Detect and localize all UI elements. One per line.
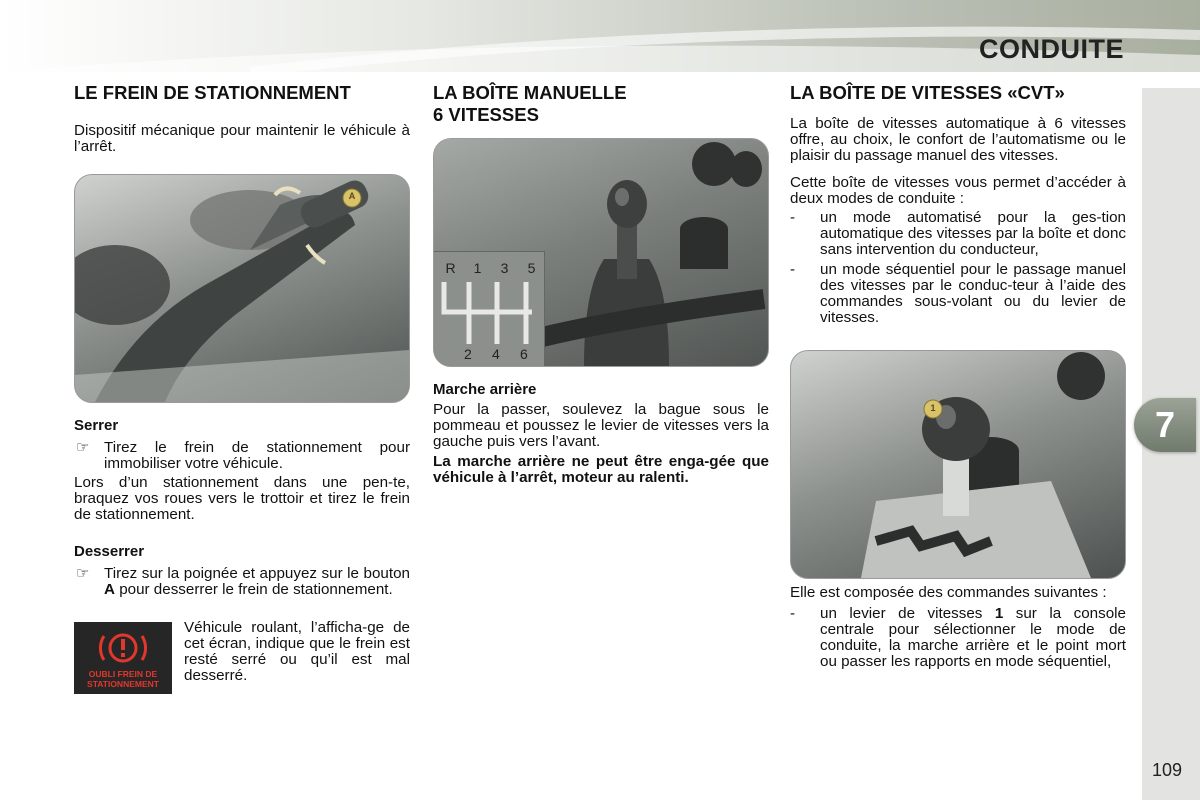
warning-screen-line1: OUBLI FREIN DE [88, 669, 158, 679]
parking-brake-photo [74, 174, 410, 403]
pointing-hand-icon: ☞ [76, 439, 90, 456]
chapter-tab[interactable]: 7 [1134, 398, 1196, 452]
manual-gearbox-title-line2: 6 VITESSES [433, 104, 539, 125]
section-title: CONDUITE [979, 34, 1124, 64]
brake-warning-icon [74, 626, 172, 670]
tighten-heading: Serrer [74, 417, 119, 434]
cvt-command-item: - un levier de vitesses 1 sur la console centrale pour sélectionner le mode de conduite, la marche arrière et le point mort ou passer les rapports en mode séquentiel, [790, 605, 1126, 670]
cvt-commands-intro: Elle est composée des commandes suivantes : [790, 584, 1107, 601]
cvt-modes-intro: Cette boîte de vitesses vous permet d’accéder à deux modes de conduite : [790, 174, 1126, 207]
warning-text: Véhicule roulant, l’afficha-ge de cet écran, indique que le frein est resté serré ou qu’il est mal desserré. [184, 619, 410, 684]
parking-brake-illustration [75, 175, 409, 402]
photo-label-1: 1 [930, 403, 936, 413]
gear-label: 2 [464, 346, 472, 362]
gear-label: 6 [520, 346, 528, 362]
cvt-gearbox-column [790, 82, 1126, 670]
header-band [0, 0, 1200, 80]
cvt-mode-item: - un mode automatisé pour la ges-tion automatique des vitesses par la boîte et donc sans intervention du conducteur, [790, 209, 1126, 258]
gear-label: R [445, 260, 456, 276]
release-item-bold: A [104, 581, 115, 598]
release-item [74, 566, 410, 598]
page-number: 109 [1152, 760, 1183, 780]
reverse-text: Pour la passer, soulevez la bague sous le pommeau et poussez le levier de vitesses vers la gauche puis vers l’avant. [433, 401, 769, 450]
release-item-after: pour desserrer le frein de stationnement. [114, 581, 393, 598]
parking-brake-column [74, 82, 410, 696]
release-heading: Desserrer [74, 543, 145, 560]
tighten-note: Lors d’un stationnement dans une pen-te, braquez vos roues vers le trottoir et tirez le frein de stationnement. [74, 474, 410, 523]
cvt-photo [790, 350, 1126, 579]
manual-gearbox-column [433, 82, 769, 486]
cvt-intro: La boîte de vitesses automatique à 6 vitesses offre, au choix, le confort de l’automatisme ou le plaisir du passage manuel des vitesses. [790, 115, 1126, 164]
gear-label: 4 [492, 346, 500, 362]
cvt-title: LA BOÎTE DE VITESSES «CVT» [790, 82, 1065, 103]
release-item-before: Tirez sur la poignée et appuyez sur le bouton [104, 565, 410, 582]
gear-label: 3 [500, 260, 509, 276]
gear-pattern-inset [434, 251, 545, 367]
parking-brake-title: LE FREIN DE STATIONNEMENT [74, 82, 351, 103]
cvt-mode-text: un mode séquentiel pour le passage manuel des vitesses par le conduc-teur à l’aide des commandes sous-volant ou du levier de vitesses. [820, 261, 1126, 326]
manual-gearbox-title-line1: LA BOÎTE MANUELLE [433, 82, 627, 103]
tighten-item [74, 440, 410, 472]
warning-screen-line2: STATIONNEMENT [87, 679, 159, 689]
cvt-command-before: un levier de vitesses [820, 605, 995, 622]
cvt-command-bold: 1 [994, 605, 1004, 622]
tighten-item-text: Tirez le frein de stationnement pour immobiliser votre véhicule. [104, 439, 410, 472]
reverse-heading: Marche arrière [433, 381, 537, 398]
parking-brake-intro: Dispositif mécanique pour maintenir le véhicule à l’arrêt. [74, 122, 410, 155]
gear-label: 5 [527, 260, 536, 276]
pointing-hand-icon: ☞ [76, 565, 90, 582]
cvt-mode-item: - un mode séquentiel pour le passage manuel des vitesses par le conduc-teur à l’aide des commandes sous-volant ou du levier de vitesses. [790, 261, 1126, 326]
cvt-command-after: sur la console centrale pour sélectionner le mode de conduite, la marche arrière et le point mort ou passer les rapports en mode séquentiel, [820, 605, 1126, 670]
cvt-mode-text: un mode automatisé pour la ges-tion automatique des vitesses par la boîte et donc sans intervention du conducteur, [820, 209, 1126, 258]
manual-gearbox-photo [433, 138, 769, 367]
warning-block [74, 619, 410, 696]
gear-bottom-labels [464, 346, 544, 362]
reverse-warning: La marche arrière ne peut être enga-gée que véhicule à l’arrêt, moteur au ralenti. [433, 453, 769, 486]
gear-top-labels [437, 260, 545, 276]
photo-label-a: A [348, 191, 356, 201]
cvt-lever-illustration [791, 351, 1125, 578]
gear-label: 1 [473, 260, 482, 276]
brake-warning-screen [74, 622, 172, 694]
